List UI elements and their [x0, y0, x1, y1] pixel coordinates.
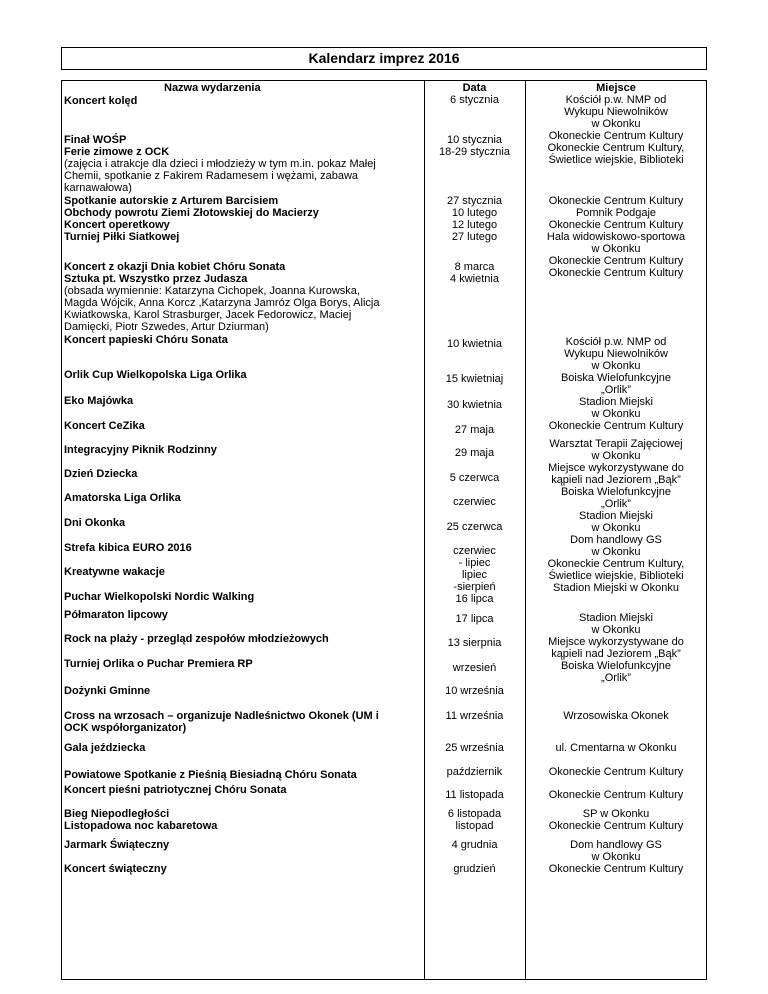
event-name: Listopadowa noc kabaretowa: [64, 820, 218, 832]
event-place: Stadion Miejski w Okonku Miejsce wykorzystywane do kąpieli nad Jeziorem „Bąk” Boiska Wielofunkcyjne „Orlik”: [548, 612, 684, 684]
event-name: Puchar Wielkopolski Nordic Walking: [64, 591, 255, 603]
event-date: 10 kwietnia: [446, 338, 503, 350]
event-name: Obchody powrotu Ziemi Złotowskiej do Macierzy: [64, 207, 319, 219]
event-name: Turniej Orlika o Puchar Premiera RP: [64, 658, 253, 670]
event-date: 13 sierpnia: [447, 637, 502, 649]
event-place: ul. Cmentarna w Okonku: [555, 742, 677, 754]
event-date: 10 września: [445, 685, 504, 697]
event-description: (zajęcia i atrakcje dla dzieci i młodzieży w tym m.in. pokaz Małej Chemii, spotkanie z Fakirem Radamesem i wężami, zabawa karnawałowa): [64, 158, 376, 194]
event-name: Spotkanie autorskie z Arturem Barcisiem: [64, 195, 279, 207]
event-name: Jarmark Świąteczny: [64, 839, 170, 851]
event-date: 27 lutego: [451, 231, 498, 243]
event-date: 10 lutego: [451, 207, 498, 219]
event-date: 15 kwietniaj: [445, 373, 504, 385]
events-table: [61, 80, 707, 980]
event-description: (obsada wymiennie: Katarzyna Cichopek, Joanna Kurowska, Magda Wójcik, Anna Korcz ,Katarzyna Jamróz Olga Borys, Alicja Kwiatkowska, Karol Strasburger, Jacek Fedorowicz, Maciej Damięcki, Piotr Szwedes, Artur Dziurman): [64, 285, 380, 333]
event-place: Dom handlowy GS w Okonku Okoneckie Centrum Kultury: [548, 839, 684, 875]
event-place: Okoneckie Centrum Kultury: [548, 766, 684, 778]
event-place: Warsztat Terapii Zajęciowej w Okonku Miejsce wykorzystywane do kąpieli nad Jeziorem „Bąk” Boiska Wielofunkcyjne „Orlik” Stadion Miejski w Okonku Dom handlowy GS w Okonku Okoneckie Centrum Kultury, Świetlice wiejskie, Biblioteki Stadion Miejski w Okonku: [547, 438, 685, 594]
event-place: Kościół p.w. NMP od Wykupu Niewolników w Okonku Boiska Wielofunkcyjne „Orlik” Stadion Miejski w Okonku Okoneckie Centrum Kultury: [548, 336, 684, 432]
event-name: Integracyjny Piknik Rodzinny: [64, 444, 217, 456]
event-place: Kościół p.w. NMP od Wykupu Niewolników w Okonku Okoneckie Centrum Kultury Okoneckie Centrum Kultury, Świetlice wiejskie, Biblioteki: [547, 94, 685, 166]
event-name: Amatorska Liga Orlika: [64, 492, 181, 504]
header-date: Data: [462, 82, 487, 94]
event-name: Koncert świąteczny: [64, 863, 167, 875]
event-name: Strefa kibica EURO 2016: [64, 542, 192, 554]
event-name: Koncert kolęd: [64, 95, 138, 107]
event-place: SP w Okonku Okoneckie Centrum Kultury: [548, 808, 684, 832]
event-place: Okoneckie Centrum Kultury Pomnik Podgaje Okoneckie Centrum Kultury Hala widowiskowo-sportowa w Okonku Okoneckie Centrum Kultury Okoneckie Centrum Kultury: [546, 195, 686, 279]
event-name: Koncert z okazji Dnia kobiet Chóru Sonata: [64, 261, 286, 273]
event-date: 6 listopada listopad: [447, 808, 502, 832]
event-date: 30 kwietnia: [446, 399, 503, 411]
event-date: 18-29 stycznia: [439, 146, 510, 158]
event-name: Gala jeździecka: [64, 742, 146, 754]
event-date: 10 stycznia: [446, 134, 503, 146]
event-date: 11 listopada: [445, 789, 504, 801]
event-name: Rock na plaży - przegląd zespołów młodzieżowych: [64, 633, 329, 645]
event-name: Półmaraton lipcowy: [64, 609, 168, 621]
event-place: Okoneckie Centrum Kultury: [548, 789, 684, 801]
event-date: 17 lipca: [455, 613, 494, 625]
event-date: 25 czerwca: [446, 521, 503, 533]
header-name: Nazwa wydarzenia: [164, 82, 261, 94]
event-name: Dożynki Gminne: [64, 685, 151, 697]
event-place: Wrzosowiska Okonek: [563, 710, 669, 722]
event-name: Sztuka pt. Wszystko przez Judasza: [64, 273, 248, 285]
event-date: 12 lutego: [451, 219, 498, 231]
event-date: wrzesień: [452, 662, 497, 674]
event-name: Koncert pieśni patriotycznej Chóru Sonata: [64, 784, 287, 796]
event-date: grudzień: [453, 863, 496, 875]
event-date: 27 stycznia: [446, 195, 503, 207]
event-name: Kreatywne wakacje: [64, 566, 165, 578]
event-name: Powiatowe Spotkanie z Pieśnią Biesiadną Chóru Sonata: [64, 769, 357, 781]
event-date: 25 września: [445, 742, 504, 754]
event-date: 27 maja: [454, 424, 495, 436]
event-date: październik: [446, 766, 503, 778]
event-date: 11 września: [445, 710, 504, 722]
event-name: Dzień Dziecka: [64, 468, 138, 480]
event-name: Finał WOŚP: [64, 134, 127, 146]
event-name: Bieg Niepodległości: [64, 808, 170, 820]
event-date: czerwiec - lipiec lipiec -sierpień 16 lipca: [453, 545, 496, 605]
event-date: 29 maja: [454, 447, 495, 459]
event-name: Koncert operetkowy: [64, 219, 170, 231]
event-name: Koncert CeZika: [64, 420, 145, 432]
event-name: Cross na wrzosach – organizuje Nadleśnictwo Okonek (UM i OCK współorganizator): [64, 710, 379, 734]
event-name: Dni Okonka: [64, 517, 126, 529]
event-name: Turniej Piłki Siatkowej: [64, 231, 180, 243]
event-date: 6 stycznia: [450, 94, 499, 106]
event-date: 5 czerwca: [449, 472, 500, 484]
event-date: 4 grudnia: [451, 839, 498, 851]
event-date: 8 marca: [454, 261, 495, 273]
event-name: Orlik Cup Wielkopolska Liga Orlika: [64, 369, 247, 381]
event-date: 4 kwietnia: [450, 273, 499, 285]
document-title: Kalendarz imprez 2016: [61, 47, 707, 70]
event-name: Koncert papieski Chóru Sonata: [64, 334, 228, 346]
event-name: Ferie zimowe z OCK: [64, 146, 170, 158]
header-place: Miejsce: [596, 82, 636, 94]
event-name: Eko Majówka: [64, 395, 134, 407]
event-date: czerwiec: [453, 496, 496, 508]
